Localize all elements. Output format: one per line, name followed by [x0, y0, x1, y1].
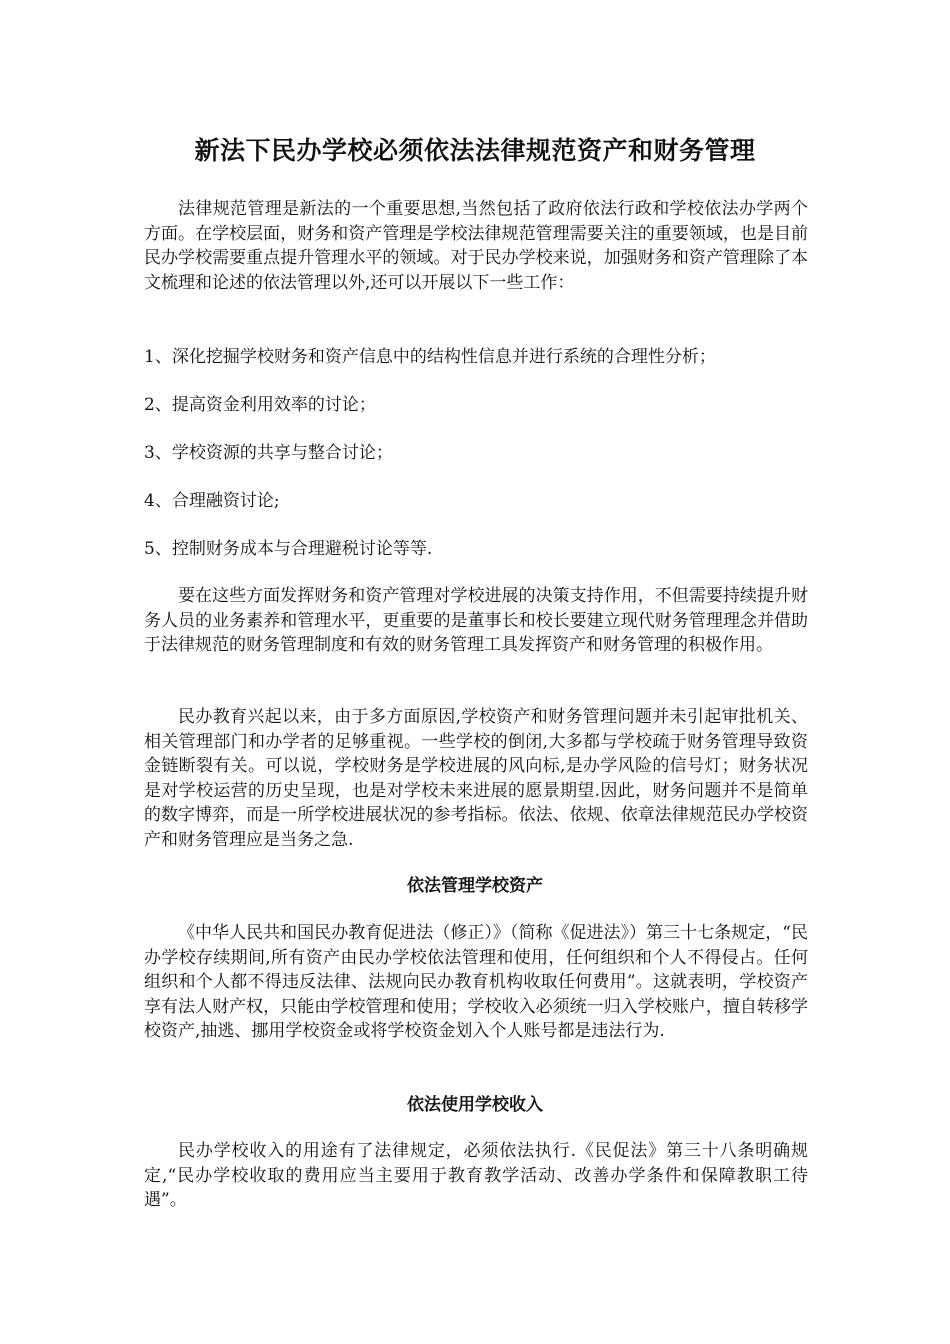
asset-management-paragraph: 《中华人民共和国民办教育促进法（修正）》（简称《促进法》）第三十七条规定，“民办学校存续期间,所有资产由民办学校依法管理和使用，任何组织和个人不得侵占。任何组织和个人都不得违反法律、法规向民办教育机构收取任何费用”。这就表明，学校资产享有法人财产权，只能由学校管理和使用；学校收入必须统一归入学校账户，擅自转移学校资产,抽逃、挪用学校资金或将学校资金划入个人账号都是违法行为. [144, 923, 808, 1041]
document-title: 新法下民办学校必须依法法律规范资产和财务管理 [194, 136, 756, 165]
intro-paragraph: 法律规范管理是新法的一个重要思想,当然包括了政府依法行政和学校依法办学两个方面。在学校层面，财务和资产管理是学校法律规范管理需要关注的重要领域，也是目前民办学校需要重点提升管理水平的领域。对于民办学校来说，加强财务和资产管理除了本文梳理和论述的依法管理以外,还可以开展以下一些工作： [144, 199, 808, 293]
list-item-1: 1、深化挖掘学校财务和资产信息中的结构性信息并进行系统的合理性分析； [144, 347, 716, 367]
section-heading-asset-management: 依法管理学校资产 [407, 876, 543, 896]
decision-support-paragraph: 要在这些方面发挥财务和资产管理对学校进展的决策支持作用，不但需要持续提升财务人员的业务素养和管理水平，更重要的是董事长和校长要建立现代财务管理理念并借助于法律规范的财务管理制度和有效的财务管理工具发挥资产和财务管理的积极作用。 [144, 586, 808, 655]
income-usage-paragraph: 民办学校收入的用途有了法律规定，必须依法执行.《民促法》第三十八条明确规定,“民办学校收取的费用应当主要用于教育教学活动、改善办学条件和保障教职工待遇”。 [144, 1141, 808, 1210]
list-item-2: 2、提高资金利用效率的讨论； [144, 395, 376, 415]
background-paragraph: 民办教育兴起以来，由于多方面原因,学校资产和财务管理问题并未引起审批机关、相关管理部门和办学者的足够重视。一些学校的倒闭,大多都与学校疏于财务管理导致资金链断裂有关。可以说，学校财务是学校进展的风向标,是办学风险的信号灯；财务状况是对学校运营的历史呈现，也是对学校未来进展的愿景期望.因此，财务问题并不是简单的数字博弈，而是一所学校进展状况的参考指标。依法、依规、依章法律规范民办学校资产和财务管理应是当务之急. [144, 707, 808, 850]
list-item-4: 4、合理融资讨论; [144, 491, 280, 511]
list-item-5: 5、控制财务成本与合理避税讨论等等. [144, 539, 433, 559]
list-item-3: 3、学校资源的共享与整合讨论； [144, 443, 393, 463]
section-heading-income-usage: 依法使用学校收入 [407, 1095, 543, 1115]
